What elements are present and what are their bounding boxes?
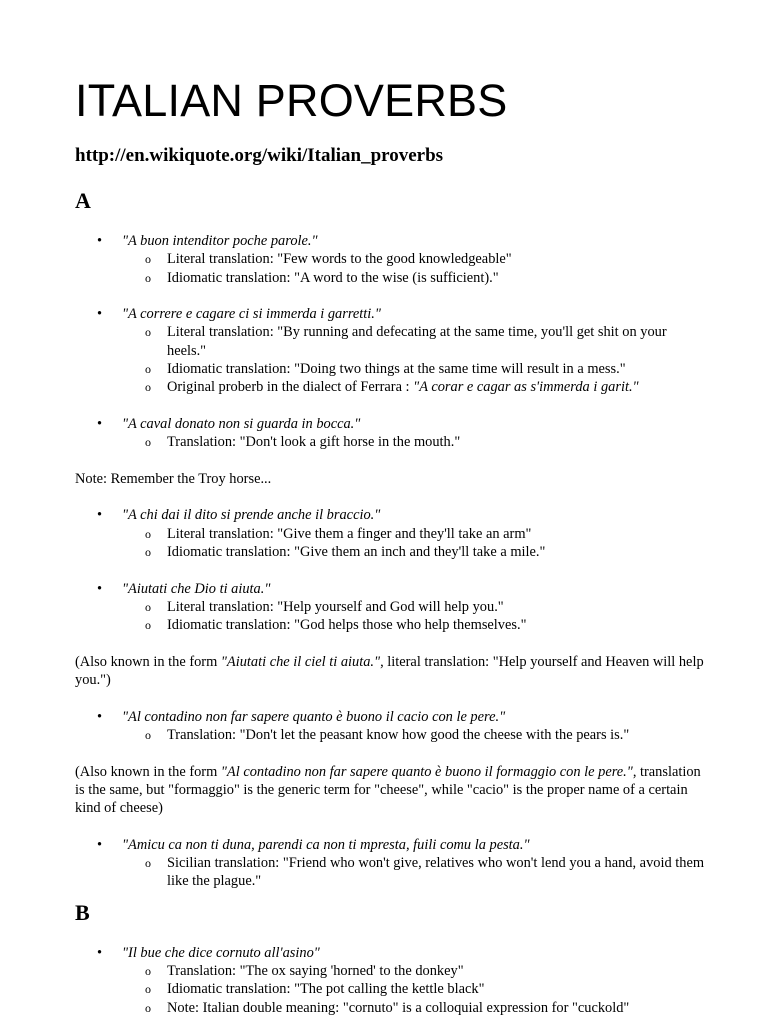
proverb-list-a1 [75, 232, 708, 287]
page-title: ITALIAN PROVERBS [75, 75, 508, 126]
translation-item: o Note: Italian double meaning: "cornuto" is a colloquial expression for "cuckold" [122, 999, 708, 1017]
translation-item: o Translation: "Don't look a gift horse in the mouth." [122, 433, 708, 451]
translation-item [122, 378, 708, 396]
proverb-entry [75, 944, 708, 1017]
proverb-list-a6 [75, 708, 708, 745]
note-text: (Also known in the form [75, 763, 221, 780]
translation-item: o Idiomatic translation: "Give them an inch and they'll take a mile." [122, 543, 708, 561]
proverb-text: "Amicu ca non ti duna, parendi ca non ti mpresta, fuili comu la pesta." [122, 836, 530, 853]
note-text: , literal translation: "Help yourself and Heaven will help you.") [75, 653, 704, 689]
proverb-text: "A chi dai il dito si prende anche il braccio." [122, 507, 381, 524]
section-heading-b: B [75, 899, 90, 925]
note-paragraph [75, 653, 708, 690]
translation-item: o Translation: "Don't let the peasant know how good the cheese with the pears is." [122, 726, 708, 744]
proverb-list-b1 [75, 944, 708, 1017]
translation-item: o Idiomatic translation: "The pot calling the kettle black" [122, 980, 708, 998]
proverb-entry [75, 232, 708, 287]
proverb-entry [75, 580, 708, 635]
dialect-label: Original proberb in the dialect of Ferrara : [167, 379, 414, 396]
proverb-entry [75, 836, 708, 891]
note-text: , translation is the same, but "formaggio" is the generic term for "cheese", while "cacio" is the proper name of a certain kind of cheese) [75, 763, 701, 817]
note-paragraph: Note: Remember the Troy horse... [75, 470, 272, 487]
translation-item: o Literal translation: "Give them a finger and they'll take an arm" [122, 525, 708, 543]
proverb-entry [75, 305, 708, 396]
proverb-entry [75, 415, 708, 452]
translation-item: o Literal translation: "Few words to the good knowledgeable" [122, 250, 708, 268]
proverb-text: "A caval donato non si guarda in bocca." [122, 415, 361, 432]
proverb-list-a5 [75, 580, 708, 635]
translation-item: o Idiomatic translation: "A word to the wise (is sufficient)." [122, 269, 708, 287]
translation-item: o Sicilian translation: "Friend who won't give, relatives who won't lend you a hand, avoid them like the plague." [122, 854, 708, 891]
proverb-entry [75, 506, 708, 561]
note-text: (Also known in the form [75, 653, 221, 670]
translation-item: o Literal translation: "By running and defecating at the same time, you'll get shit on your heels." [122, 323, 708, 360]
proverb-list-a7 [75, 836, 708, 891]
proverb-text: "A buon intenditor poche parole." [122, 233, 318, 249]
proverb-list-a2 [75, 305, 708, 396]
proverb-list-a3 [75, 415, 708, 452]
proverb-entry [75, 708, 708, 745]
source-url: http://en.wikiquote.org/wiki/Italian_proverbs [75, 145, 444, 166]
dialect-quote: "A corar e cagar as s'immerda i garit." [413, 379, 639, 396]
section-heading-a: A [75, 188, 91, 213]
translation-item: o Idiomatic translation: "Doing two things at the same time will result in a mess." [122, 360, 708, 378]
proverb-list-a4 [75, 506, 708, 561]
translation-item: o Translation: "The ox saying 'horned' to the donkey" [122, 962, 708, 980]
translation-item: o Literal translation: "Help yourself and God will help you." [122, 598, 708, 616]
note-quote: "Al contadino non far sapere quanto è buono il formaggio con le pere." [220, 763, 633, 780]
proverb-text: "Aiutati che Dio ti aiuta." [122, 580, 271, 597]
proverb-text: "A correre e cagare ci si immerda i garretti." [122, 306, 381, 323]
note-quote: "Aiutati che il ciel ti aiuta." [220, 653, 381, 670]
note-paragraph [75, 763, 708, 818]
proverb-text: "Il bue che dice cornuto all'asino" [122, 944, 320, 961]
translation-item: o Idiomatic translation: "God helps those who help themselves." [122, 616, 708, 634]
proverb-text: "Al contadino non far sapere quanto è buono il cacio con le pere." [122, 708, 506, 725]
